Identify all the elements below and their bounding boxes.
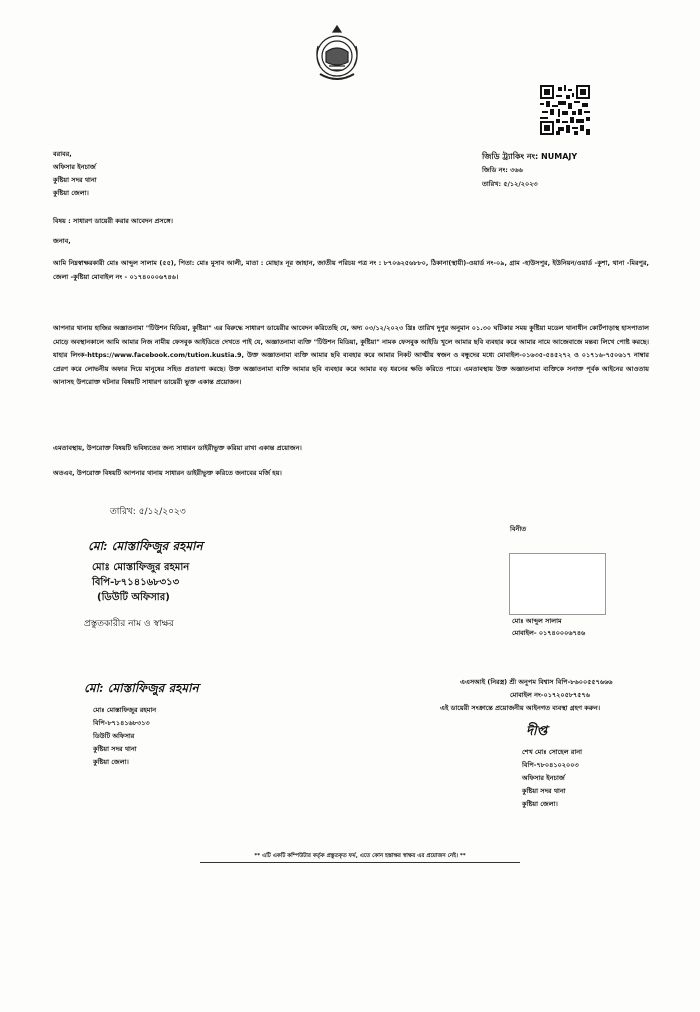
qr-code	[540, 85, 590, 135]
applicant-name: মোঃ আব্দুল সালাম	[512, 617, 562, 625]
assign-line-1: এএসআই (নিরস্ত্র) শ্রী অনুপম বিশ্বাস বিপি-৮৬০০৫৫৭৬৬৬	[460, 678, 613, 686]
oc-role: অফিসার ইনচার্জ	[522, 774, 565, 782]
duty-officer-role: (ডিউটি অফিসার)	[97, 592, 170, 603]
officer-left-name: মোঃ মোস্তাফিজুর রহমান	[93, 706, 157, 714]
oc-name: শেখ মোঃ সোহেল রানা	[522, 748, 583, 756]
duty-officer-bp: বিপি-৮৭১৪১৬৮৩১৩	[92, 577, 180, 588]
salutation: জনাব,	[53, 237, 71, 245]
officer-left-station: কুষ্টিয়া সদর থানা	[93, 745, 137, 753]
officer-left-district: কুষ্টিয়া জেলা।	[93, 758, 129, 766]
gd-tracking: জিডি ট্র্যাকিং নং: NUMAJY	[482, 152, 578, 161]
footer-note: ** এটি একটি কম্পিউটার কর্তৃক প্রস্তুতকৃত ফর্ম, এতে কোন হস্তাক্ষর স্বাক্ষর এর প্রয়োজন নেই। **	[200, 853, 520, 863]
assign-line-2: মোবাইল নং-০১৭২০৫৮৭৫৭৬	[510, 691, 590, 699]
duty-officer-signature: মো: মোস্তাফিজুর রহমান	[88, 539, 203, 553]
subject: বিষয় : সাধারণ ডায়েরী করার আবেদন প্রসঙ্গে।	[53, 217, 173, 225]
oc-signature: দীপ্ত	[526, 724, 548, 739]
oc-bp: বিপি-৭৮০৪১০২০০৩	[522, 761, 579, 769]
gd-date: তারিখ: ৫/১২/২০২৩	[482, 180, 538, 188]
duty-officer-signature-2: মো: মোস্তাফিজুর রহমান	[84, 681, 199, 695]
recipient-line-2: অফিসার ইনচার্জ	[53, 163, 96, 171]
body-paragraph-1: আপনার থানায় হাজির অজ্ঞাতনামা "টিউশন মিডিয়া, কুষ্টিয়া" এর বিরুদ্ধে সাধারণ ডায়েরীর আবেদন করিতেছি যে, অদ্য ০৩/১২/২০২৩ খ্রিঃ তারিখ দুপুর অনুমান ০১.৩০ ঘটিকার সময় কুষ্টিয়া মডেল থানাধীন কোর্টপাড়াস্থ হাসপাতাল মোড়ে অবস্থানকালে আমি আমার নিজ নামীয় ফেসবুক আইডিতে দেখতে পাই যে, অজ্ঞাতনামা ব্যক্তি "টিউশন মিডিয়া, কুষ্টিয়া" নামক ফেসবুক আইডি খুলে আমার ছবি ব্যবহার করে আমার নামে আজেবাজে মন্তব্য লিখে পোষ্ট করছে। যাহার লিংক-https://www.facebook.com/tution.kustia.9, উক্ত অজ্ঞাতনামা ব্যক্তি আমার ছবি ব্যবহার করে আমার নিকট আত্মীয় স্বজন ও বন্ধুদের মধ্যে মোবাইল-০১৬৩৫-৫৪৫২৭২ ও ০১৭১৬-৭৫০৬১৭ নাম্বার প্রেরণ করে লোভনীয় অফার দিয়ে মানুষের সহিত প্রতারণা করছে। উক্ত অজ্ঞাতনামা ব্যক্তি আমার ছবি ব্যবহার করে আমার বড় ধরনের ক্ষতি করিতে পারে। এমতাবস্থায় উক্ত অজ্ঞাতনামা ব্যক্তিকে সনাক্ত পূর্বক আইনের আওতায় আনাসহ উপরোক্ত ঘটনার বিষয়টি সাধারণ ডায়েরী ভুক্ত একান্ত প্রয়োজন।	[53, 324, 649, 386]
body-paragraph-3: অতএব, উপরোক্ত বিষয়টি আপনার থানায় সাধারন ডাইরীভুক্ত করিতে জনাবের মর্জি হয়।	[53, 469, 282, 477]
closing-word: বিনীত	[510, 525, 527, 533]
recipient-line-3: কুষ্টিয়া সদর থানা	[53, 176, 97, 184]
recipient-line-4: কুষ্টিয়া জেলা।	[53, 189, 89, 197]
intro-paragraph: আমি নিম্নস্বাক্ষরকারী মোঃ আব্দুল সালাম (৫৫), পিতা: মোঃ মুসাব আলী, মাতা : মোছাঃ নূর জাহান, জাতীয় পরিচয় পত্র নং : ৮৭০৬২৫৬৮৮০, ঠিকানা(স্থায়ী)-ওয়ার্ড নং-০৯, গ্রাম -হাউসপুর, ইউনিয়ন/ওয়ার্ড -কুশা, থানা -মিরপুর, জেলা -কুষ্টিয়া মোবাইল নং - ০১৭৪০০০৬৭৪৬।	[53, 259, 649, 281]
gd-number: জিডি নং: ৩৬৬	[482, 166, 523, 174]
officer-left-bp: বিপি-৮৭১৪১৬৮৩১৩	[93, 719, 150, 727]
assign-line-3: এই ডায়েরী সংক্রান্তে প্রয়োজনীয় আইনগত ব্যবস্থা গ্রহণ করুন।	[440, 704, 601, 712]
officer-left-role: ডিউটি অফিসার	[93, 732, 135, 740]
body-paragraph-2: এমতাবস্থায়, উপরোক্ত বিষয়টি ভবিষ্যতের জন্য সাধারন ডাইরীভুক্ত করিয়া রাখা একান্ত প্রয়োজন।	[53, 444, 302, 452]
applicant-photo-placeholder	[509, 553, 606, 615]
applicant-mobile: মোবাইল- ০১৭৪০০০৬৭৪৬	[512, 629, 586, 637]
oc-district: কুষ্টিয়া জেলা।	[522, 800, 558, 808]
recipient-line-1: বরাবর,	[53, 150, 72, 158]
prepared-date: তারিখ: ৫/১২/২০২৩	[110, 507, 186, 517]
duty-officer-name: মোঃ মোস্তাফিজুর রহমান	[92, 562, 190, 573]
police-seal-logo	[312, 22, 362, 86]
prepared-by-caption: প্রস্তুতকারীর নাম ও স্বাক্ষর	[84, 619, 174, 629]
oc-station: কুষ্টিয়া সদর থানা	[522, 787, 566, 795]
